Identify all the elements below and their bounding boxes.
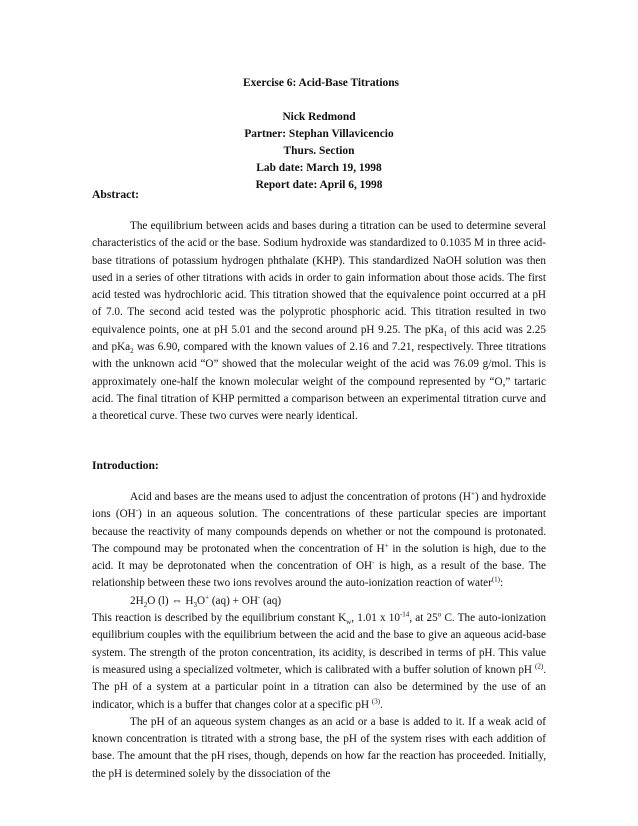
intro-paragraph-2: This reaction is described by the equilibrium constant $K_w$, 1.01 x $10^{-14}$, at 25$^o$ C. The auto-ionization equilibrium couples with the equilibrium between the acid and the base to give an aqueous acid-base system. The strength of the proton concentration, its acidity, is described in terms of pH. This value is measured using a specialized voltmeter, which is calibrated with a buffer solution of known pH $^{(2)}$. The pH of a system at a particular point in a titration can also be determined by the use of an indicator, which is a buffer that changes color at a specific pH $^{(3)}$. bbox=[92, 610, 546, 711]
introduction-text bbox=[92, 489, 546, 783]
section-line: Thurs. Section bbox=[283, 145, 355, 157]
intro-paragraph-3: The pH of an aqueous system changes as an acid or a base is added to it. If a weak acid of known concentration is titrated with a strong base, the pH of the system rises with each addition of base. The amount that the pH rises, though, depends on how far the reaction has proceeded. Initially, the pH is determined solely by the dissociation of the bbox=[92, 715, 546, 780]
lab-date: Lab date: March 19, 1998 bbox=[256, 162, 382, 174]
partner-line: Partner: Stephan Villavicencio bbox=[244, 128, 394, 140]
document-title: Exercise 6: Acid-Base Titrations bbox=[243, 77, 399, 89]
author-name: Nick Redmond bbox=[282, 111, 356, 123]
intro-paragraph-1: Acid and bases are the means used to adjust the concentration of protons (H+) and hydroxide ions (OH-) in an aqueous solution. The concentrations of these particular species are important because the reactivity of many compounds depends on whether or not the compound is protonated. The compound may be protonated when the concentration of H+ in the solution is high, due to the acid. It may be deprotonated when the concentration of OH- is high, as a result of the base. The relationship between these two ions revolves around the auto-ionization reaction of water$^{(1)}$: bbox=[92, 489, 546, 590]
report-date: Report date: April 6, 1998 bbox=[255, 179, 383, 191]
auto-ionization-equation: $2H_2O$ (l) ⇔ $H_3O^+$ (aq) + OH- (aq) bbox=[130, 593, 282, 610]
header-block bbox=[0, 75, 638, 194]
abstract-paragraph: The equilibrium between acids and bases during a titration can be used to determine several characteristics of the acid or the base. Sodium hydroxide was standardized to 0.1035 M in three acid-base titrations of potassium hydrogen phthalate (KHP). This standardized NaOH solution was then used in a series of other titrations with acids in order to gain information about those acids. The first acid tested was hydrochloric acid. This titration showed that the equivalence point occurred at a pH of 7.0. The second acid tested was the polyprotic phosphoric acid. This titration resulted in two equivalence points, one at pH 5.01 and the second around pH 9.25. The pKa$_1$ of this acid was 2.25 and pKa$_2$ was 6.90, compared with the known values of 2.16 and 7.21, respectively. Three titrations with the unknown acid “O” showed that the molecular weight of the acid was 76.09 g/mol. This is approximately one-half the known molecular weight of the compound represented by “O,” tartaric acid. The final titration of KHP permitted a comparison between an experimental titration curve and a theoretical curve. These two curves were nearly identical. bbox=[92, 220, 547, 423]
abstract-heading: Abstract: bbox=[92, 188, 140, 201]
introduction-heading: Introduction: bbox=[92, 459, 159, 472]
